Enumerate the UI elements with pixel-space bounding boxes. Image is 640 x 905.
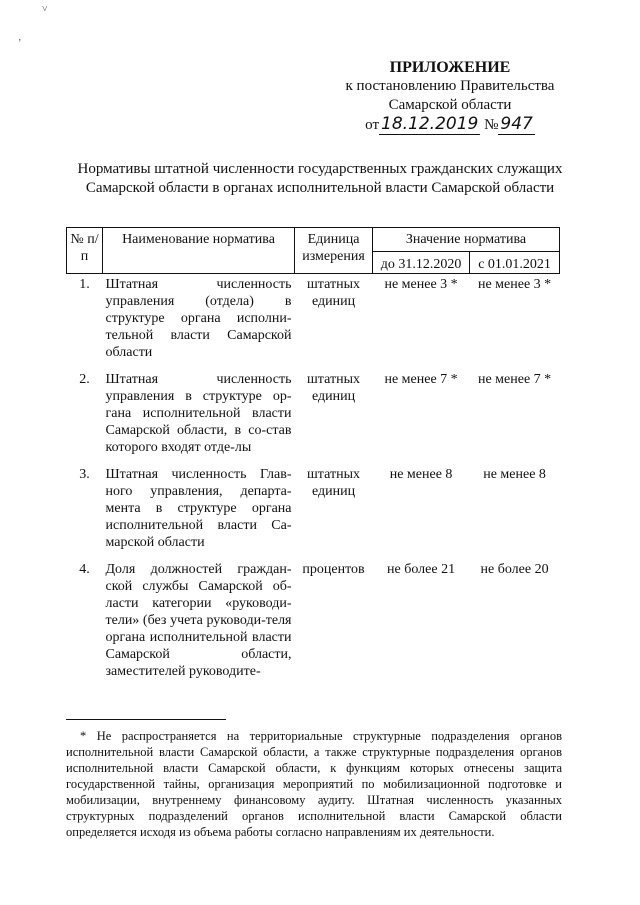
row-name: Штатная численность управления (отдела) в структуре органа исполни-тельной власти Самарской области bbox=[105, 277, 292, 360]
table-row bbox=[67, 274, 560, 370]
row-value-from: не менее 8 bbox=[483, 467, 546, 482]
norms-table bbox=[66, 227, 560, 688]
scan-mark: ʼ bbox=[18, 38, 22, 49]
header-from: с 01.01.2021 bbox=[470, 252, 560, 274]
table-row bbox=[67, 369, 560, 464]
scan-mark: ˅ bbox=[42, 4, 48, 15]
table-row bbox=[67, 559, 560, 688]
row-value-from: не менее 7 * bbox=[477, 372, 552, 387]
row-unit: процентов bbox=[302, 562, 365, 577]
appendix-line-2: Самарской области bbox=[388, 97, 512, 113]
row-value-from: не более 20 bbox=[480, 562, 549, 577]
row-name: Штатная численность Глав-ного управления, департа-мента в структуре органа исполнительной власти Са-марской области bbox=[105, 467, 292, 550]
row-unit: штатных единиц bbox=[307, 372, 360, 404]
row-num: 3. bbox=[79, 467, 90, 482]
row-name: Доля должностей граждан-ской службы Самарской об-ласти категории «руководи-тели» (без учета руководи-теля органа исполнительной власти Самарской области, заместителей руководите- bbox=[105, 562, 292, 679]
row-num: 4. bbox=[79, 562, 90, 577]
footnote-separator bbox=[66, 719, 226, 720]
number-label: № bbox=[484, 117, 499, 133]
row-num: 2. bbox=[79, 372, 90, 387]
appendix-title: ПРИЛОЖЕНИЕ bbox=[389, 59, 511, 76]
header-num: № п/п bbox=[67, 228, 103, 274]
row-num: 1. bbox=[79, 277, 90, 292]
footnote: * Не распространяется на территориальные структурные подразделения органов исполнительной власти Самарской области, а также структурные подразделения органов исполнительной власти Самарской области, к функциям которых отнесены защита государственной тайны, организация мероприятий по мобилизационной подготовке и мобилизации, внутреннему финансовому аудиту. Штатная численность указанных структурных подразделений органов исполнительной власти Самарской области определяется исходя из объема работы согласно направлениям их деятельности. bbox=[66, 729, 562, 839]
row-unit: штатных единиц bbox=[307, 467, 360, 499]
header-unit: Единица измерения bbox=[295, 228, 373, 274]
header-until: до 31.12.2020 bbox=[373, 252, 470, 274]
row-value-until: не менее 3 * bbox=[384, 277, 458, 292]
handwritten-date: 18.12.2019 bbox=[381, 114, 479, 134]
header-name: Наименование норматива bbox=[103, 228, 295, 274]
appendix-date-number bbox=[365, 115, 535, 135]
header-value: Значение норматива bbox=[373, 228, 560, 252]
row-value-from: не менее 3 * bbox=[477, 277, 552, 292]
row-value-until: не менее 7 * bbox=[384, 372, 458, 387]
row-name: Штатная численность управления в структуре ор-гана исполнительной власти Самарской области, в со-став которого входят отде-лы bbox=[105, 372, 292, 455]
row-value-until: не более 21 bbox=[387, 562, 456, 577]
row-value-until: не менее 8 bbox=[389, 467, 453, 482]
from-label: от bbox=[365, 117, 379, 133]
document-title: Нормативы штатной численности государственных гражданских служащих Самарской области в органах исполнительной власти Самарской области bbox=[77, 161, 563, 196]
appendix-block bbox=[320, 58, 580, 135]
table-row bbox=[67, 464, 560, 559]
handwritten-number: 947 bbox=[500, 114, 533, 134]
appendix-line-1: к постановлению Правительства bbox=[345, 78, 555, 94]
row-unit: штатных единиц bbox=[307, 277, 360, 309]
header-row bbox=[67, 228, 560, 252]
